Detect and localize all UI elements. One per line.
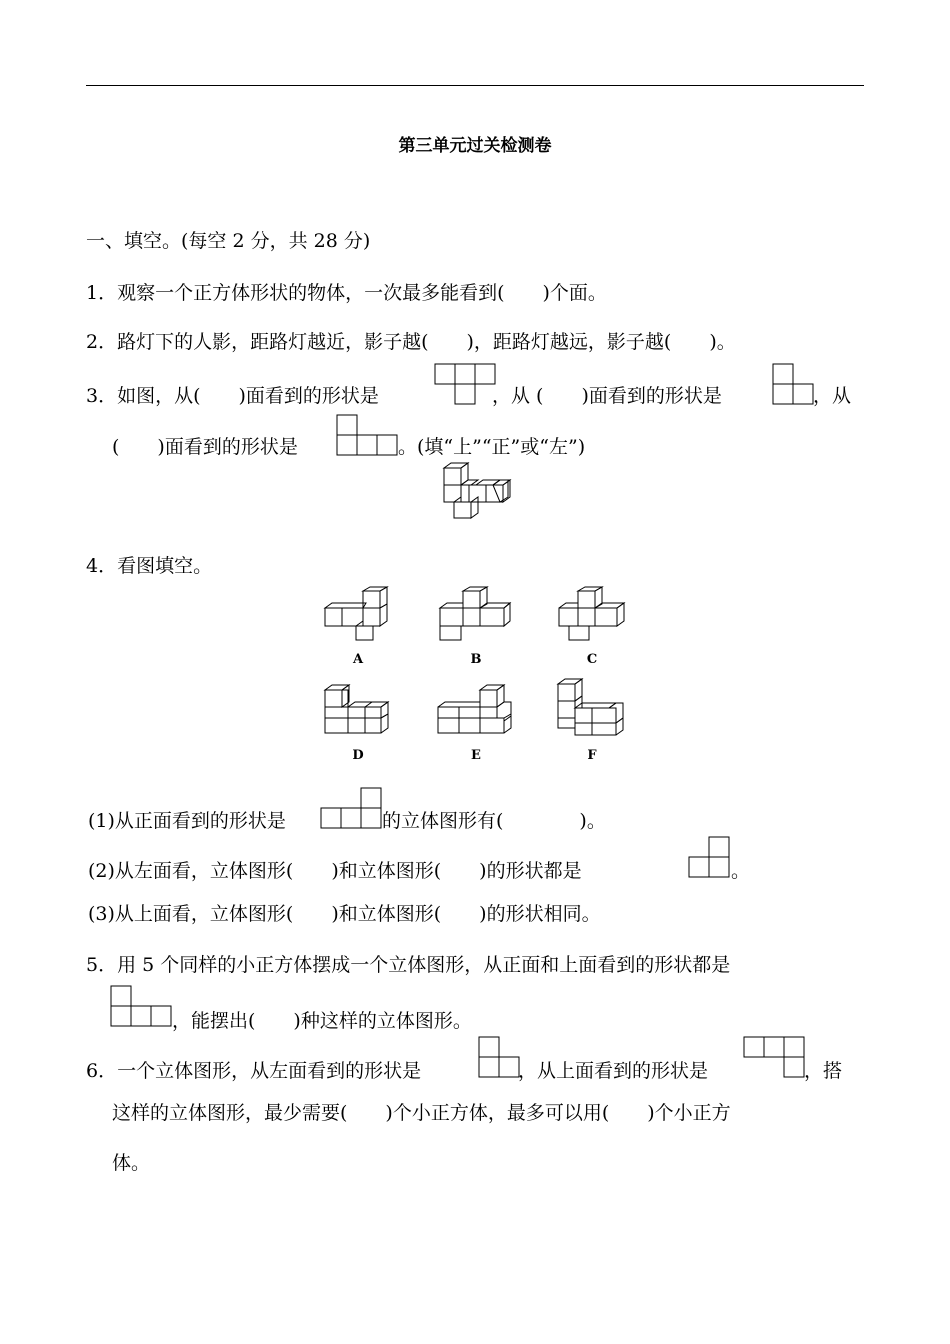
question-1: 1．观察一个正方体形状的物体，一次最多能看到( )个面。	[86, 282, 607, 304]
q4-label-d: D	[352, 748, 364, 763]
question-3-part-d: ( )面看到的形状是	[112, 436, 298, 458]
question-6-part-b: ，从上面看到的形状是	[518, 1060, 709, 1082]
question-3-part-c: ，从	[813, 385, 852, 407]
question-6-part-e: 体。	[112, 1152, 151, 1174]
question-6-part-a: 6．一个立体图形，从左面看到的形状是	[86, 1060, 422, 1082]
question-6-part-d: 这样的立体图形，最少需要( )个小正方体，最多可以用( )个小正方	[112, 1102, 731, 1124]
q3-view-top-shape	[434, 363, 496, 407]
question-6-part-c: ，搭	[804, 1060, 843, 1082]
q4-figure-b	[436, 586, 516, 642]
question-3-part-a: 3．如图，从( )面看到的形状是	[86, 385, 379, 407]
q4-figure-f	[556, 678, 628, 736]
question-3-part-e: 。(填“上”“正”或“左”)	[398, 436, 586, 458]
q4-sub-2-part-a: (2)从左面看，立体图形( )和立体图形( )的形状都是	[88, 860, 582, 882]
q6-top-view-shape	[743, 1036, 805, 1080]
q5-shape	[110, 985, 172, 1029]
q4-figure-e	[436, 684, 516, 736]
q4-label-c: C	[586, 652, 598, 667]
page-title: 第三单元过关检测卷	[398, 136, 552, 156]
header-rule	[86, 85, 864, 86]
q4-figure-d	[322, 684, 394, 736]
question-2: 2．路灯下的人影，距路灯越近，影子越( )，距路灯越远，影子越( )。	[86, 331, 736, 353]
q3-view-left-shape	[772, 363, 814, 407]
question-5-part-a: 5．用 5 个同样的小正方体摆成一个立体图形，从正面和上面看到的形状都是	[86, 954, 731, 976]
q6-left-view-shape	[478, 1036, 520, 1080]
section-heading: 一、填空。(每空 2 分，共 28 分)	[86, 230, 371, 252]
q4-sub-2-part-b: 。	[731, 860, 751, 882]
q4-label-f: F	[587, 748, 597, 763]
q4-sub-1-part-a: (1)从正面看到的形状是	[88, 810, 286, 832]
q4-sub-2-shape	[688, 836, 732, 880]
q4-sub-1-part-b: 的立体图形有( )。	[382, 810, 606, 832]
q3-cube-figure	[438, 462, 514, 520]
q4-figure-a	[322, 586, 394, 642]
q4-label-b: B	[470, 652, 482, 667]
question-3-part-b: ，从 ( )面看到的形状是	[492, 385, 722, 407]
q4-sub-3: (3)从上面看，立体图形( )和立体图形( )的形状相同。	[88, 903, 601, 925]
question-4: 4．看图填空。	[86, 555, 213, 577]
q4-sub-1-shape	[320, 787, 382, 831]
q3-view-front-shape	[336, 414, 398, 458]
q4-label-e: E	[471, 748, 481, 763]
question-5-part-b: ，能摆出( )种这样的立体图形。	[172, 1010, 472, 1032]
q4-figure-c	[556, 586, 630, 642]
q4-label-a: A	[352, 652, 364, 667]
